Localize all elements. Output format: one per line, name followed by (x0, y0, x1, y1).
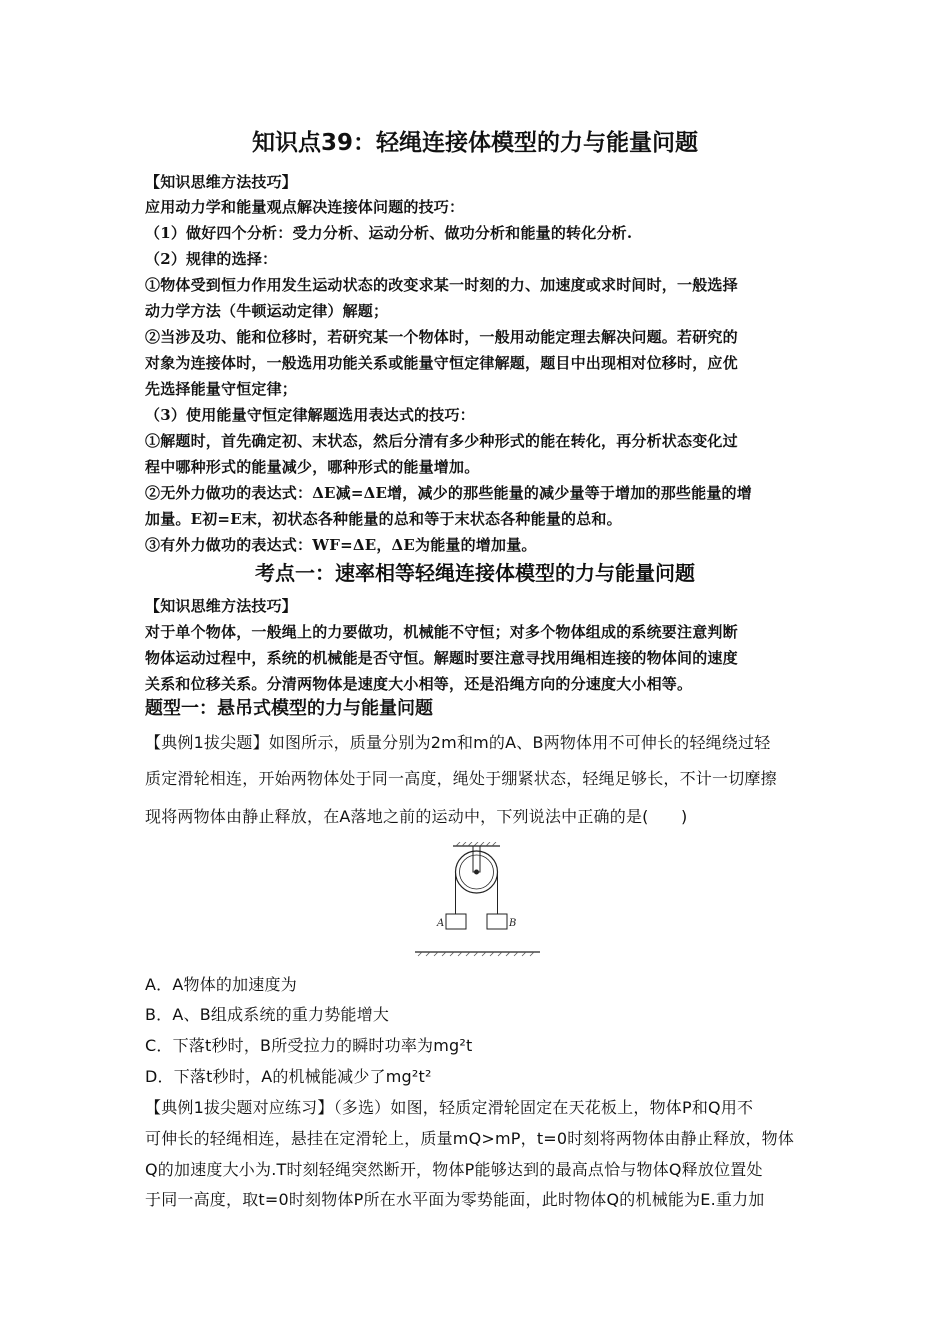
example1-line: 【典例1拔尖题】如图所示，质量分别为2m和m的A、B两物体用不可伸长的轻绳绕过轻 (145, 733, 771, 752)
option-b: B．A、B组成系统的重力势能增大 (145, 1005, 390, 1024)
section-heading: 考点一：速率相等轻绳连接体模型的力与能量问题 (255, 561, 695, 585)
example2-line: 于同一高度，取t=0时刻物体P所在水平面为零势能面，此时物体Q的机械能为E.重力加 (145, 1190, 765, 1209)
section1-tag: 【知识思维方法技巧】 (145, 173, 298, 191)
label-b: B (509, 918, 517, 929)
section2-line: 关系和位移关系。分清两物体是速度大小相等，还是沿绳方向的分速度大小相等。 (145, 675, 693, 693)
section1-line: 应用动力学和能量观点解决连接体问题的技巧： (145, 198, 465, 216)
subsection-heading: 题型一：悬吊式模型的力与能量问题 (145, 698, 433, 719)
example2-line: Q的加速度大小为.T时刻轻绳突然断开，物体P能够达到的最高点恰与物体Q释放位置处 (145, 1160, 763, 1179)
section1-line: （1）做好四个分析：受力分析、运动分析、做功分析和能量的转化分析. (145, 224, 633, 242)
section1-line: 动力学方法（牛顿运动定律）解题； (145, 302, 389, 320)
section1-line: ②当涉及功、能和位移时，若研究某一个物体时，一般用动能定理去解决问题。若研究的 (145, 328, 738, 346)
example2-line: 可伸长的轻绳相连，悬挂在定滑轮上，质量mQ>mP，t=0时刻将两物体由静止释放，物体 (145, 1129, 795, 1148)
option-c: C．下落t秒时，B所受拉力的瞬时功率为mg²t (145, 1036, 473, 1055)
example2-line: 【典例1拔尖题对应练习】（多选）如图，轻质定滑轮固定在天花板上，物体P和Q用不 (145, 1098, 754, 1117)
section1-line: ②无外力做功的表达式：ΔE减=ΔE增，减少的那些能量的减少量等于增加的那些能量的增 (145, 484, 752, 502)
section2-tag: 【知识思维方法技巧】 (145, 597, 298, 615)
pulley-diagram (410, 842, 545, 960)
option-a: A．A物体的加速度为 (145, 975, 297, 994)
label-a: A (437, 918, 445, 929)
example1-line: 现将两物体由静止释放，在A落地之前的运动中，下列说法中正确的是( ) (145, 807, 688, 826)
section1-line: ③有外力做功的表达式：WF=ΔE，ΔE为能量的增加量。 (145, 536, 537, 554)
section2-line: 对于单个物体，一般绳上的力要做功，机械能不守恒；对多个物体组成的系统要注意判断 (145, 623, 738, 641)
section1-line: （2）规律的选择： (145, 250, 278, 268)
section1-line: （3）使用能量守恒定律解题选用表达式的技巧： (145, 406, 475, 424)
block-a (446, 914, 466, 929)
section1-line: 先选择能量守恒定律； (145, 380, 298, 398)
section1-line: 加量。E初=E末，初状态各种能量的总和等于末状态各种能量的总和。 (145, 510, 622, 528)
section1-line: ①物体受到恒力作用发生运动状态的改变求某一时刻的力、加速度或求时间时，一般选择 (145, 276, 738, 294)
option-d: D．下落t秒时，A的机械能减少了mg²t² (145, 1067, 432, 1086)
page-title: 知识点39：轻绳连接体模型的力与能量问题 (251, 130, 698, 156)
section1-line: ①解题时，首先确定初、末状态，然后分清有多少种形式的能在转化，再分析状态变化过 (145, 432, 738, 450)
block-b (487, 914, 507, 929)
example1-line: 质定滑轮相连，开始两物体处于同一高度，绳处于绷紧状态，轻绳足够长，不计一切摩擦 (145, 769, 777, 788)
section2-line: 物体运动过程中，系统的机械能是否守恒。解题时要注意寻找用绳相连接的物体间的速度 (145, 649, 738, 667)
section1-line: 对象为连接体时，一般选用功能关系或能量守恒定律解题，题目中出现相对位移时，应优 (145, 354, 738, 372)
section1-line: 程中哪种形式的能量减少，哪种形式的能量增加。 (145, 458, 480, 476)
pulley-figure (410, 842, 545, 960)
